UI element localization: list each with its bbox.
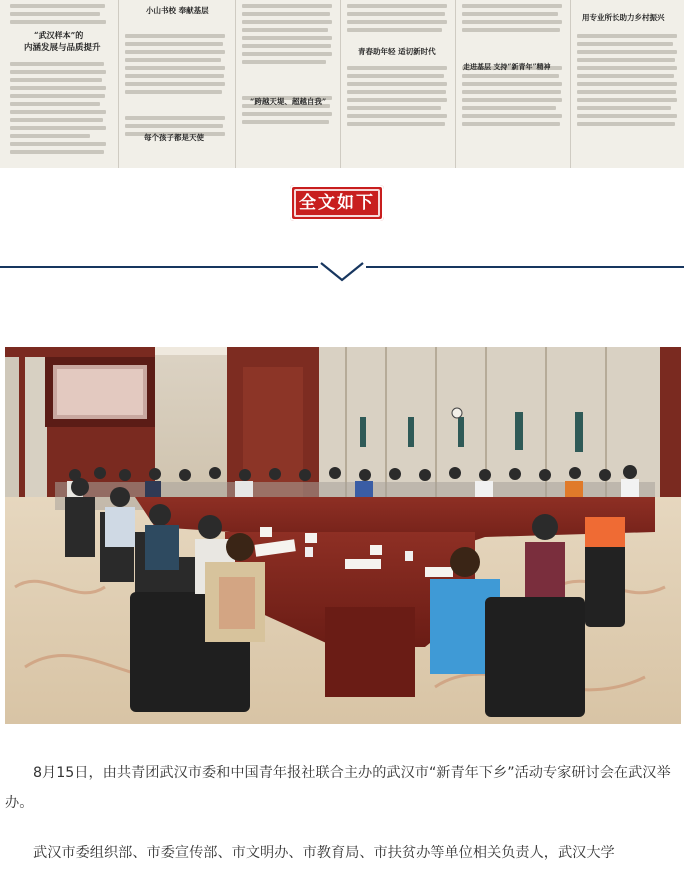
- newspaper-column: [347, 0, 449, 168]
- badge-label: 全文如下: [299, 193, 375, 213]
- newspaper-column: [577, 0, 679, 168]
- column-rule: [235, 0, 236, 168]
- newspaper-headline: 用专业所长助力乡村振兴: [582, 13, 665, 22]
- newspaper-headline: 内涵发展与品质提升: [24, 43, 101, 53]
- article-paragraph: 8月15日，由共青团武汉市委和中国青年报社联合主办的武汉市“新青年下乡”活动专家研讨会在武汉举办。: [5, 765, 671, 811]
- article-paragraph: 武汉市委组织部、市委宣传部、市文明办、市教育局、市扶贫办等单位相关负责人，武汉大学: [33, 845, 615, 861]
- newspaper-headline: “武汉样本”的: [34, 30, 84, 40]
- column-rule: [340, 0, 341, 168]
- newspaper-clipping: [0, 0, 684, 168]
- newspaper-column: [242, 0, 334, 168]
- newspaper-headline: 小山书校 奉献基层: [146, 6, 209, 15]
- article-body: [5, 758, 681, 888]
- column-rule: [570, 0, 571, 168]
- newspaper-headline: 走进基层 支持“新青年”精神: [463, 62, 551, 71]
- newspaper-headline: 青春助年轻 适切新时代: [358, 47, 436, 56]
- newspaper-headline: 每个孩子都是天使: [144, 133, 204, 142]
- newspaper-column: [10, 0, 110, 168]
- newspaper-headline: “跨越天堤、超越自我”: [250, 97, 327, 106]
- full-text-badge: [290, 185, 384, 221]
- section-divider: [0, 258, 684, 288]
- column-rule: [455, 0, 456, 168]
- chevron-down-icon: [318, 258, 366, 284]
- newspaper-column: [462, 0, 564, 168]
- meeting-photo: [5, 347, 681, 724]
- column-rule: [118, 0, 119, 168]
